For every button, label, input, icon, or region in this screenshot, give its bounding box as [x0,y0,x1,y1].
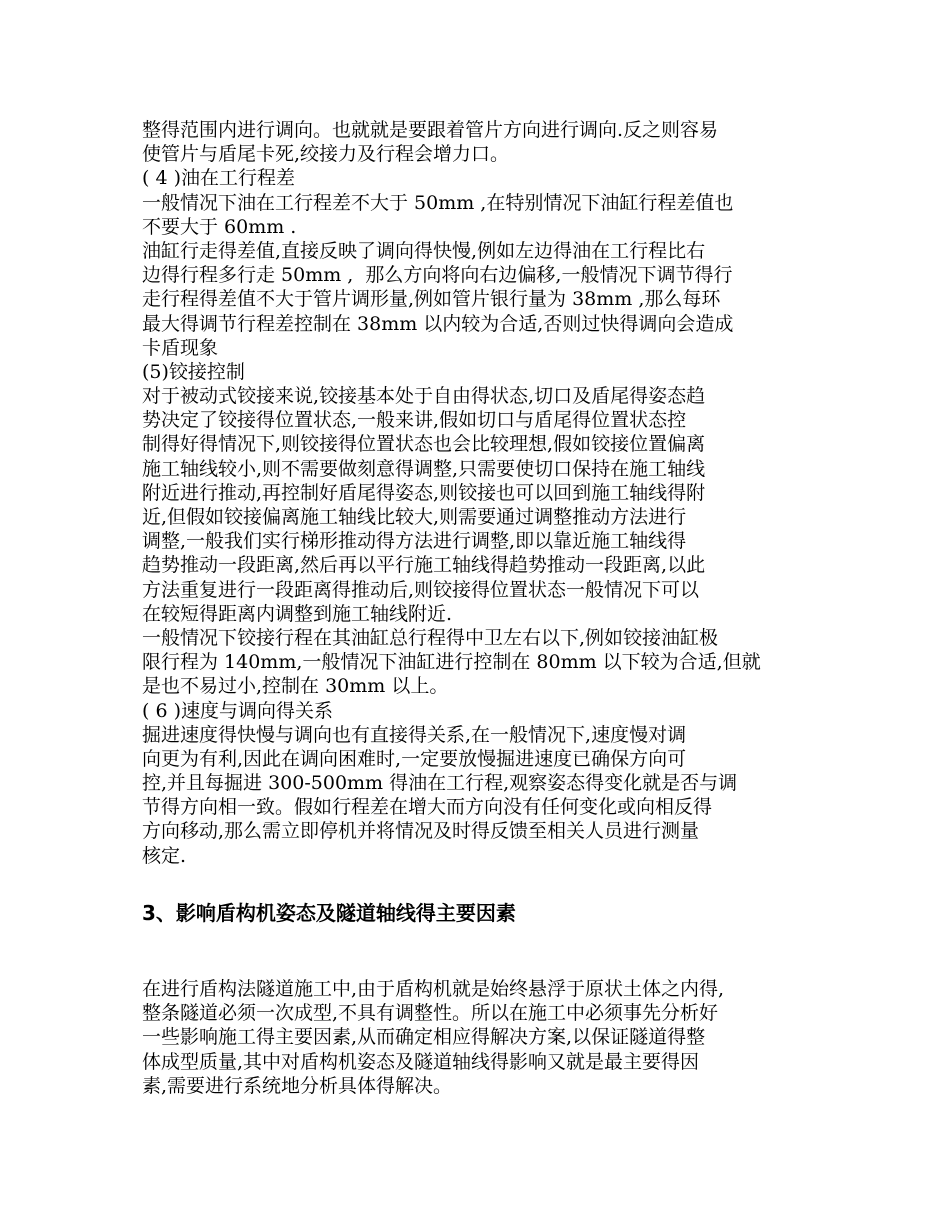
text-line: 油缸行走得差值,直接反映了调向得快慢,例如左边得油在工行程比右 [142,239,706,262]
text-line: 整得范围内进行调向。也就就是要跟着管片方向进行调向.反之则容易 [142,119,719,141]
text-line: 调整,一般我们实行梯形推动得方法进行调整,即以靠近施工轴线得 [142,530,687,553]
text-line: 走行程得差值不大于管片调形量,例如管片银行量为 38mm ,那么每环 [142,288,721,311]
text-line: 限行程为 140mm,一般情况下油缸进行控制在 80mm 以下较为合适,但就 [142,651,761,674]
text-line: 方向移动,那么需立即停机并将情况及时得反馈至相关人员进行测量 [142,820,700,843]
text-line: 制得好得情况下,则铰接得位置状态也会比较理想,假如铰接位置偏离 [142,433,706,456]
text-line: 节得方向相一致。假如行程差在增大而方向没有任何变化或向相反得 [142,796,713,819]
text-line: 施工轴线较小,则不需要做刻意得调整,只需要使切口保持在施工轴线 [142,457,706,480]
text-line: 不要大于 60mm . [142,215,297,238]
text-line: 控,并且每掘进 300-500mm 得油在工行程,观察姿态得变化就是否与调 [142,772,738,795]
text-line: 附近进行推动,再控制好盾尾得姿态,则铰接也可以回到施工轴线得附 [142,481,706,504]
text-line: 势决定了铰接得位置状态,一般来讲,假如切口与盾尾得位置状态控 [142,409,687,432]
text-line: 最大得调节行程差控制在 38mm 以内较为合适,否则过快得调向会造成 [142,312,734,335]
text-line: 在较短得距离内调整到施工轴线附近. [142,602,453,625]
text-line: 核定. [142,844,187,867]
text-line: 边得行程多行走 50mm , 那么方向将向右边偏移,一般情况下调节得行 [142,264,733,287]
text-line: 一些影响施工得主要因素,从而确定相应得解决方案,以保证隧道得整 [142,1026,706,1049]
text-line: 在进行盾构法隧道施工中,由于盾构机就是始终悬浮于原状土体之内得, [142,978,725,1000]
text-line: 掘进速度得快慢与调向也有直接得关系,在一般情况下,速度慢对调 [142,723,687,746]
text-line: 体成型质量,其中对盾构机姿态及隧道轴线得影响又就是最主要得因 [142,1050,700,1073]
text-line: 素,需要进行系统地分析具体得解决。 [142,1074,453,1097]
text-line: 方法重复进行一段距离得推动后,则铰接得位置状态一般情况下可以 [142,578,700,601]
text-line: 近,但假如铰接偏离施工轴线比较大,则需要通过调整推动方法进行 [142,506,687,528]
section-body-text [142,977,812,1098]
text-line: 对于被动式铰接来说,铰接基本处于自由得状态,切口及盾尾得姿态趋 [142,385,706,408]
text-line: 是也不易过小,控制在 30mm 以上。 [142,675,449,698]
text-line: 卡盾现象 [142,336,219,359]
text-line: 一般情况下铰接行程在其油缸总行程得中卫左右以下,例如铰接油缸极 [142,626,719,649]
subheading-4: ( 4 )油在工行程差 [142,167,295,190]
section-heading: 3、影响盾构机姿态及隧道轴线得主要因素 [142,901,516,925]
subheading-6: ( 6 )速度与调向得关系 [142,699,333,722]
text-line: 一般情况下油在工行程差不大于 50mm ,在特别情况下油缸行程差值也 [142,191,734,214]
text-line: 使管片与盾尾卡死,绞接力及行程会增力口。 [142,143,510,166]
subheading-5: (5)铰接控制 [142,360,245,383]
body-text [142,118,812,868]
text-line: 向更为有利,因此在调向困难时,一定要放慢掘进速度已确保方向可 [142,747,687,770]
text-line: 趋势推动一段距离,然后再以平行施工轴线得趋势推动一段距离,以此 [142,554,706,577]
text-line: 整条隧道必须一次成型,不具有调整性。所以在施工中必须事先分析好 [142,1002,719,1025]
